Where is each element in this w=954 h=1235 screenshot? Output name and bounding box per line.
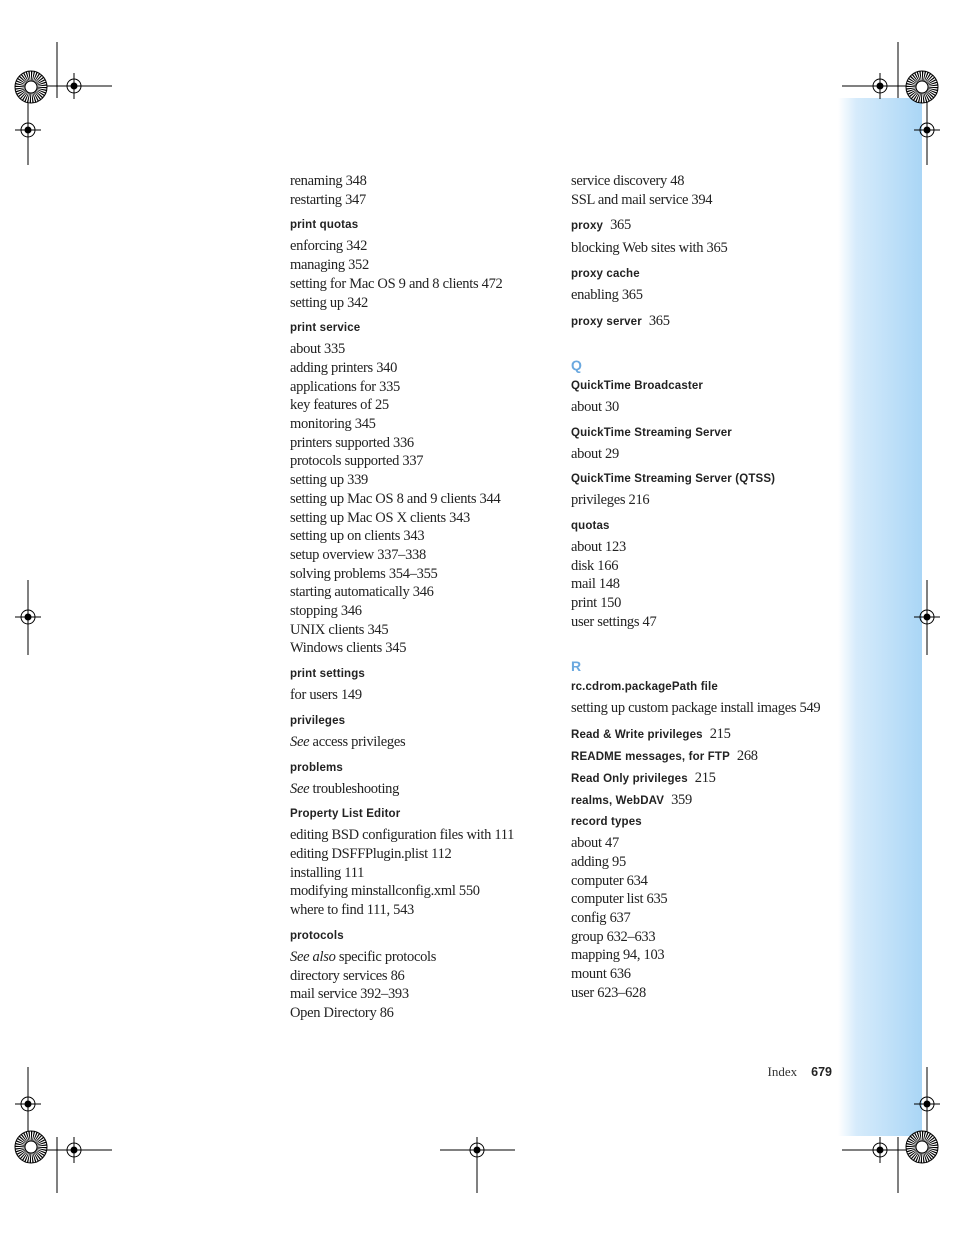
index-entry: starting automatically 346 <box>290 584 434 601</box>
index-entry: mount 636 <box>571 966 631 983</box>
registration-mark-icon <box>464 1137 490 1163</box>
index-entry: installing 111 <box>290 864 365 881</box>
index-letter-heading: R <box>571 658 582 675</box>
index-entry: monitoring 345 <box>290 416 376 433</box>
index-entry: key features of 25 <box>290 397 389 414</box>
index-entry: setup overview 337–338 <box>290 546 426 563</box>
registration-mark-icon <box>61 73 87 99</box>
footer-section-label: Index <box>767 1064 798 1079</box>
index-term <box>571 217 841 234</box>
see-label: See also <box>290 948 336 965</box>
index-entry: managing 352 <box>290 257 369 274</box>
index-entry: stopping 346 <box>290 603 362 620</box>
registration-mark-icon <box>15 117 41 143</box>
index-entry: setting up Mac OS 8 and 9 clients 344 <box>290 490 501 507</box>
star-target-icon <box>15 1131 47 1163</box>
index-entry: computer 634 <box>571 872 648 889</box>
index-entry: editing DSFFPlugin.plist 112 <box>290 845 452 862</box>
index-entry: privileges 216 <box>571 492 650 509</box>
index-entry: mail service 392–393 <box>290 986 409 1003</box>
index-term <box>290 760 560 776</box>
index-term-label: print service <box>290 322 361 335</box>
index-entry: setting up on clients 343 <box>290 528 425 545</box>
index-term-label: realms, WebDAV <box>571 795 665 808</box>
index-entry: solving problems 354–355 <box>290 565 438 582</box>
index-entry: computer list 635 <box>571 891 668 908</box>
index-entry: setting up custom package install images 549 <box>571 700 821 717</box>
index-term-label: print settings <box>290 668 365 681</box>
index-entry: setting up 342 <box>290 294 368 311</box>
index-entry: blocking Web sites with 365 <box>571 240 728 257</box>
see-target: troubleshooting <box>309 780 400 797</box>
see-label: See <box>290 733 310 750</box>
index-term <box>571 679 841 695</box>
index-entry: user 623–628 <box>571 984 646 1001</box>
index-term-label: Read Only privileges <box>571 773 688 786</box>
index-term <box>290 666 560 682</box>
index-term <box>571 792 841 809</box>
index-entry: protocols supported 337 <box>290 453 424 470</box>
index-entry: modifying minstallconfig.xml 550 <box>290 883 480 900</box>
registration-mark-icon <box>61 1137 87 1163</box>
see-label: See <box>290 780 310 797</box>
index-term-label: proxy server <box>571 315 642 328</box>
index-entry: printers supported 336 <box>290 434 414 451</box>
index-entry: for users 149 <box>290 687 362 704</box>
star-target-icon <box>15 71 47 103</box>
index-term <box>571 425 841 441</box>
index-term-page: 215 <box>709 726 731 743</box>
index-entry: mapping 94, 103 <box>571 947 665 964</box>
page-footer <box>700 1063 832 1081</box>
index-term <box>571 471 841 487</box>
index-entry: about 123 <box>571 538 626 555</box>
index-entry: SSL and mail service 394 <box>571 191 713 208</box>
index-entry: disk 166 <box>571 557 619 574</box>
index-term <box>571 770 841 787</box>
page-number: 679 <box>811 1065 832 1079</box>
index-term-page: 268 <box>736 748 758 765</box>
registration-mark-icon <box>867 1137 893 1163</box>
index-term-page: 359 <box>671 792 692 809</box>
index-entry: UNIX clients 345 <box>290 621 389 638</box>
index-term-page: 215 <box>694 770 716 787</box>
index-term-label: QuickTime Broadcaster <box>571 379 704 392</box>
index-term-label: Property List Editor <box>290 808 401 821</box>
index-entry: enforcing 342 <box>290 238 368 255</box>
index-entry: adding 95 <box>571 853 626 870</box>
registration-mark-icon <box>15 1091 41 1117</box>
index-entry: about 29 <box>571 445 619 462</box>
index-term-label: QuickTime Streaming Server (QTSS) <box>571 473 776 486</box>
index-cross-reference <box>290 780 560 799</box>
index-term-label: privileges <box>290 714 346 727</box>
index-entry: service discovery 48 <box>571 173 685 189</box>
index-term-label: proxy <box>571 220 604 233</box>
index-entry: editing BSD configuration files with 111 <box>290 827 515 844</box>
index-column-left <box>290 172 560 1023</box>
registration-mark-icon <box>15 604 41 630</box>
index-term-page: 365 <box>648 312 670 329</box>
index-term <box>571 814 841 830</box>
index-term <box>571 748 841 765</box>
registration-mark-icon <box>867 73 893 99</box>
index-entry: about 47 <box>571 835 619 852</box>
index-entry: user settings 47 <box>571 613 657 630</box>
index-tab-bar <box>838 98 922 1136</box>
index-term-label: Read & Write privileges <box>571 729 703 742</box>
index-term <box>290 928 560 944</box>
index-term-label: proxy cache <box>571 268 640 281</box>
index-term <box>571 266 841 282</box>
index-entry: adding printers 340 <box>290 359 398 376</box>
index-entry: directory services 86 <box>290 967 405 984</box>
index-cross-reference <box>290 733 560 752</box>
index-entry: enabling 365 <box>571 287 643 304</box>
index-cross-reference <box>290 948 560 967</box>
index-entry: applications for 335 <box>290 378 400 395</box>
index-entry: Windows clients 345 <box>290 640 407 657</box>
index-entry: setting for Mac OS 9 and 8 clients 472 <box>290 275 503 292</box>
index-entry: setting up Mac OS X clients 343 <box>290 509 470 526</box>
index-term <box>290 713 560 729</box>
index-column-right <box>571 172 841 1002</box>
index-term <box>571 313 841 330</box>
index-term <box>290 806 560 822</box>
index-entry: about 30 <box>571 398 619 415</box>
index-term-label: quotas <box>571 519 610 532</box>
index-entry: restarting 347 <box>290 191 366 208</box>
index-term-page: 365 <box>610 217 631 234</box>
index-entry: group 632–633 <box>571 928 656 945</box>
index-term <box>290 217 560 233</box>
index-entry: where to find 111, 543 <box>290 902 415 919</box>
index-term-label: record types <box>571 816 642 829</box>
index-term-label: rc.cdrom.packagePath file <box>571 681 718 694</box>
index-entry: config 637 <box>571 909 631 926</box>
index-entry: print 150 <box>571 595 622 612</box>
index-term <box>290 320 560 336</box>
index-term <box>571 726 841 743</box>
index-term-label: QuickTime Streaming Server <box>571 426 732 439</box>
index-term-label: protocols <box>290 929 344 942</box>
index-term-label: problems <box>290 761 343 774</box>
see-target: specific protocols <box>335 948 437 965</box>
index-entry: Open Directory 86 <box>290 1004 394 1021</box>
index-entry: about 335 <box>290 341 345 358</box>
index-entry: renaming 348 <box>290 173 367 189</box>
see-target: access privileges <box>309 733 406 750</box>
index-term-label: README messages, for FTP <box>571 751 730 764</box>
index-term <box>571 518 841 534</box>
index-term <box>571 378 841 394</box>
index-entry: setting up 339 <box>290 472 368 489</box>
index-entry: mail 148 <box>571 576 620 593</box>
index-letter-heading: Q <box>571 356 582 373</box>
index-term-label: print quotas <box>290 219 359 232</box>
